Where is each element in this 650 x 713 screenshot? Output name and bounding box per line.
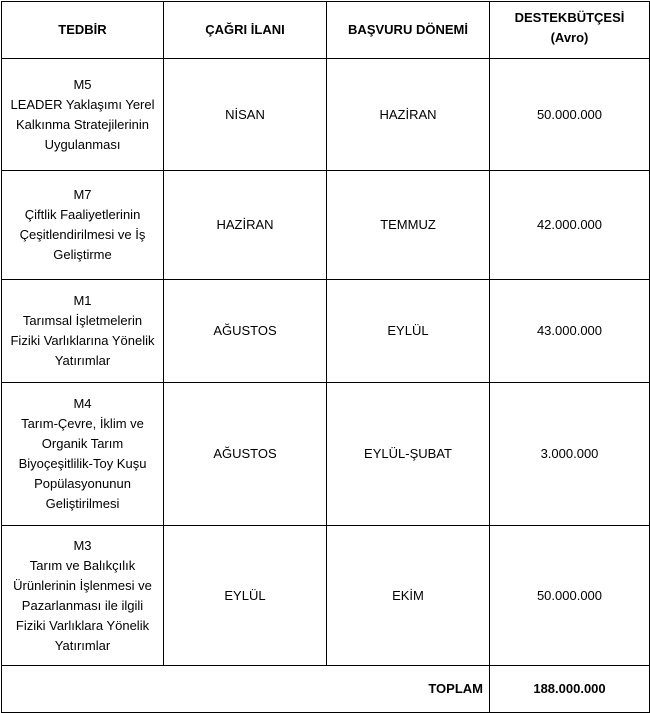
application-cell: TEMMUZ <box>327 171 490 280</box>
measure-name-line: Geliştirme <box>53 247 112 262</box>
header-application: BAŞVURU DÖNEMİ <box>327 2 490 59</box>
measure-name-line: Organik Tarım <box>41 436 124 451</box>
measure-name-line: Kalkınma Stratejilerinin <box>16 116 149 132</box>
measure-name-line: Pazarlanması ile ilgili <box>21 597 144 613</box>
budget-cell: 42.000.000 <box>490 171 650 280</box>
budget-cell: 3.000.000 <box>490 383 650 526</box>
measure-name-line: Popülasyonunun <box>34 476 131 491</box>
measure-name-line: LEADER Yaklaşımı Yerel <box>10 96 155 112</box>
budget-table <box>1 1 650 713</box>
measure-name-line: Uygulanması <box>44 136 121 152</box>
call-cell: NİSAN <box>164 59 327 171</box>
table-row <box>2 59 650 171</box>
measure-name-line: Geliştirilmesi <box>45 496 120 511</box>
measure-name-line: Biyoçeşitlilik-Toy Kuşu <box>18 456 147 471</box>
application-cell: HAZİRAN <box>327 59 490 171</box>
measure-cell <box>2 280 164 383</box>
total-label: TOPLAM <box>327 666 490 713</box>
application-cell: EYLÜL <box>327 280 490 383</box>
measure-code: M5 <box>73 76 92 92</box>
header-measure: TEDBİR <box>2 2 164 59</box>
table-row <box>2 383 650 526</box>
table-row <box>2 526 650 666</box>
measure-name-line: Yatırımlar <box>54 353 111 368</box>
total-value: 188.000.000 <box>490 666 650 713</box>
measure-name-line: Ürünlerinin İşlenmesi ve <box>13 577 152 593</box>
header-row <box>2 2 650 59</box>
measure-name-line: Fiziki Varlıklara Yönelik <box>15 617 150 633</box>
table-row <box>2 171 650 280</box>
measure-cell <box>2 171 164 280</box>
measure-name-line: Çeşitlendirilmesi ve İş <box>19 227 146 242</box>
table-row <box>2 280 650 383</box>
measure-name-line: Fiziki Varlıklarına Yönelik <box>10 333 155 348</box>
measure-code: M1 <box>73 293 92 308</box>
measure-name-line: Tarım ve Balıkçılık <box>29 557 136 573</box>
header-call: ÇAĞRI İLANI <box>164 2 327 59</box>
application-cell: EKİM <box>327 526 490 666</box>
measure-name-line: Tarım-Çevre, İklim ve <box>21 416 144 431</box>
call-cell: HAZİRAN <box>164 171 327 280</box>
measure-cell <box>2 59 164 171</box>
call-cell: EYLÜL <box>164 526 327 666</box>
measure-cell <box>2 526 164 666</box>
total-blank-cell <box>2 666 327 713</box>
budget-cell: 50.000.000 <box>490 526 650 666</box>
budget-cell: 50.000.000 <box>490 59 650 171</box>
call-cell: AĞUSTOS <box>164 383 327 526</box>
call-cell: AĞUSTOS <box>164 280 327 383</box>
header-budget: DESTEKBÜTÇESİ (Avro) <box>490 2 650 59</box>
measure-code: M3 <box>73 537 92 553</box>
total-row <box>2 666 650 713</box>
measure-name-line: Yatırımlar <box>54 637 111 653</box>
measure-name-line: Tarımsal İşletmelerin <box>22 313 143 328</box>
measure-code: M4 <box>73 396 92 411</box>
application-cell: EYLÜL-ŞUBAT <box>327 383 490 526</box>
budget-cell: 43.000.000 <box>490 280 650 383</box>
measure-cell <box>2 383 164 526</box>
measure-code: M7 <box>73 187 92 202</box>
measure-name-line: Çiftlik Faaliyetlerinin <box>24 207 141 222</box>
